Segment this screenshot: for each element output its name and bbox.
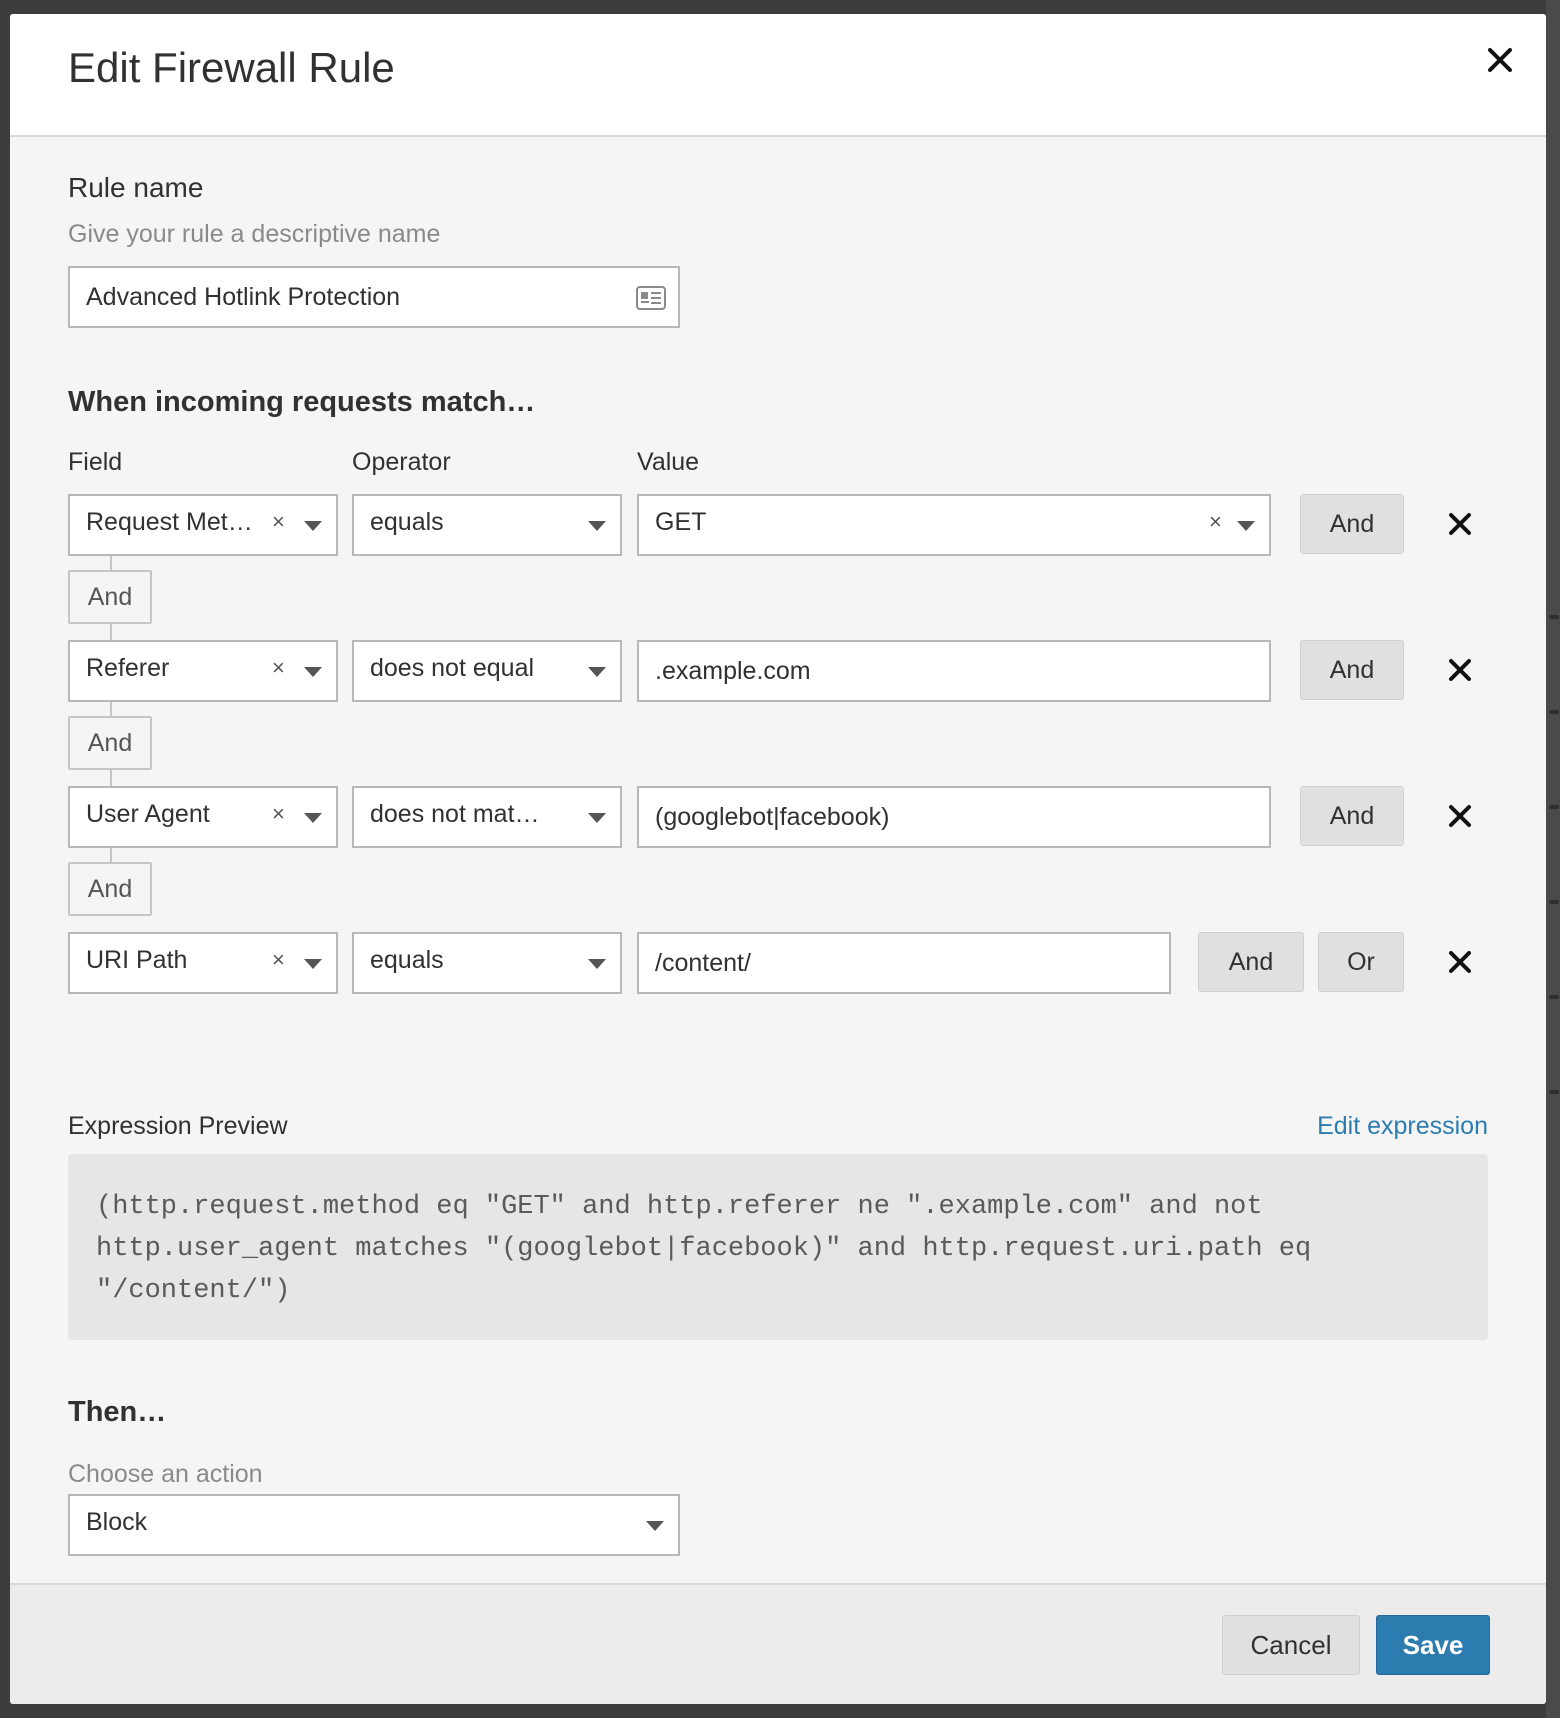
modal-header — [10, 14, 1546, 137]
value-text: (googlebot|facebook) — [655, 803, 890, 831]
background-page-mark — [1549, 615, 1559, 619]
value-text: .example.com — [655, 657, 811, 685]
operator-select-row-3[interactable] — [352, 786, 622, 848]
and-connector[interactable]: And — [68, 716, 152, 770]
field-select-row-3[interactable] — [68, 786, 338, 848]
chevron-down-icon — [304, 813, 322, 823]
background-page-mark — [1549, 1090, 1559, 1094]
expression-preview-box — [68, 1154, 1488, 1340]
action-value: Block — [86, 1508, 148, 1536]
value-input-row-3[interactable] — [637, 786, 1271, 848]
expression-code: (http.request.method eq "GET" and http.referer ne ".example.com" and not http.user_agent matches "(googlebot|facebook)" and http.request.uri.path eq "/content/") — [96, 1192, 1328, 1306]
and-connector[interactable]: And — [68, 862, 152, 916]
clear-icon[interactable]: × — [272, 801, 285, 826]
rule-name-hint: Give your rule a descriptive name — [68, 220, 441, 248]
operator-value: equals — [370, 508, 444, 536]
clear-icon[interactable]: × — [272, 947, 285, 972]
and-button-row-4[interactable]: And — [1198, 932, 1304, 992]
action-select[interactable] — [68, 1494, 680, 1556]
value-input-row-4[interactable] — [637, 932, 1171, 994]
remove-row-icon[interactable] — [1447, 949, 1473, 975]
field-value: Request Met… — [86, 508, 253, 536]
and-connector[interactable]: And — [68, 570, 152, 624]
save-button[interactable]: Save — [1376, 1615, 1490, 1675]
chevron-down-icon — [304, 959, 322, 969]
background-page-strip — [1546, 0, 1560, 1718]
operator-value: does not mat… — [370, 800, 540, 828]
and-button-row-3[interactable]: And — [1300, 786, 1404, 846]
value-text: /content/ — [655, 949, 751, 977]
chevron-down-icon — [1237, 521, 1255, 531]
chevron-down-icon — [304, 667, 322, 677]
chevron-down-icon — [304, 521, 322, 531]
edit-expression-link[interactable]: Edit expression — [1317, 1112, 1488, 1140]
background-page-mark — [1549, 995, 1559, 999]
field-select-row-2[interactable] — [68, 640, 338, 702]
rule-name-input[interactable] — [68, 266, 680, 328]
action-hint: Choose an action — [68, 1460, 263, 1488]
operator-value: equals — [370, 946, 444, 974]
action-section-title: Then… — [68, 1396, 167, 1428]
modal-title: Edit Firewall Rule — [68, 44, 395, 91]
and-button-row-1[interactable]: And — [1300, 494, 1404, 554]
field-value: User Agent — [86, 800, 210, 828]
value-input-row-2[interactable] — [637, 640, 1271, 702]
chevron-down-icon — [588, 521, 606, 531]
chevron-down-icon — [646, 1521, 664, 1531]
field-value: Referer — [86, 654, 170, 682]
remove-row-icon[interactable] — [1447, 511, 1473, 537]
operator-column-label: Operator — [352, 448, 451, 476]
and-button-row-2[interactable]: And — [1300, 640, 1404, 700]
remove-row-icon[interactable] — [1447, 657, 1473, 683]
clear-icon[interactable]: × — [272, 509, 285, 534]
operator-select-row-2[interactable] — [352, 640, 622, 702]
value-column-label: Value — [637, 448, 700, 476]
operator-select-row-1[interactable] — [352, 494, 622, 556]
chevron-down-icon — [588, 813, 606, 823]
rule-name-value: Advanced Hotlink Protection — [86, 283, 401, 311]
value-text: GET — [655, 508, 707, 536]
remove-row-icon[interactable] — [1447, 803, 1473, 829]
modal-footer — [10, 1583, 1546, 1704]
operator-value: does not equal — [370, 654, 535, 682]
chevron-down-icon — [588, 959, 606, 969]
rule-name-label: Rule name — [68, 172, 204, 203]
or-button-row-4[interactable]: Or — [1318, 932, 1404, 992]
clear-icon[interactable]: × — [1209, 509, 1222, 534]
edit-firewall-rule-modal — [10, 14, 1546, 1704]
chevron-down-icon — [588, 667, 606, 677]
match-section-title: When incoming requests match… — [68, 386, 536, 418]
field-select-row-1[interactable] — [68, 494, 338, 556]
background-page-mark — [1549, 900, 1559, 904]
operator-select-row-4[interactable] — [352, 932, 622, 994]
field-column-label: Field — [68, 448, 123, 476]
clear-icon[interactable]: × — [272, 655, 285, 680]
cancel-button[interactable]: Cancel — [1222, 1615, 1360, 1675]
contact-card-icon — [636, 286, 666, 310]
background-page-mark — [1549, 710, 1559, 714]
value-select-row-1[interactable] — [637, 494, 1271, 556]
field-select-row-4[interactable] — [68, 932, 338, 994]
expression-preview-label: Expression Preview — [68, 1112, 288, 1140]
close-icon[interactable] — [1482, 42, 1518, 78]
field-value: URI Path — [86, 946, 188, 974]
background-page-mark — [1549, 805, 1559, 809]
